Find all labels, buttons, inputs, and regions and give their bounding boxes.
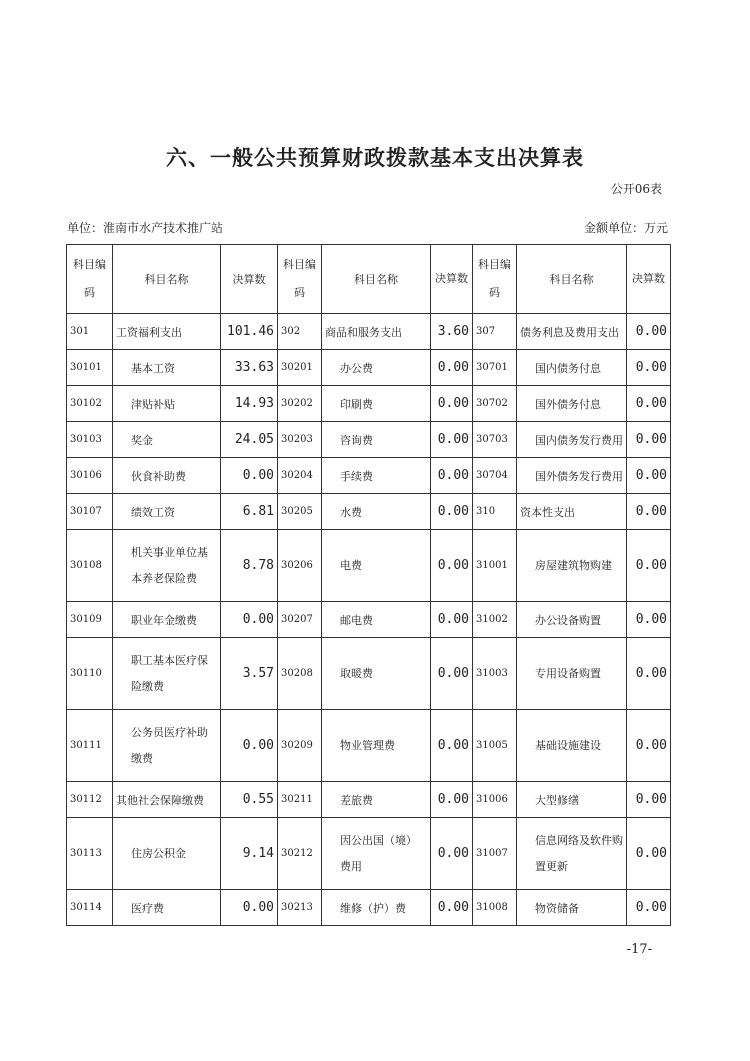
- item-name: 住房公积金: [113, 818, 221, 890]
- header-amount: 决算数: [221, 245, 278, 314]
- item-amount: 0.00: [627, 782, 671, 818]
- item-code: 30211: [278, 782, 322, 818]
- table-row: [67, 782, 671, 818]
- item-name: 邮电费: [322, 602, 431, 638]
- item-name: 印刷费: [322, 386, 431, 422]
- item-amount: 0.00: [221, 890, 278, 926]
- table-number: 公开06表: [610, 182, 662, 196]
- item-amount: 0.00: [627, 890, 671, 926]
- item-name: 奖金: [113, 422, 221, 458]
- table-row: [67, 458, 671, 494]
- item-code: 30109: [67, 602, 113, 638]
- item-name: 房屋建筑物购建: [517, 530, 627, 602]
- item-amount: 0.00: [627, 422, 671, 458]
- budget-table: [66, 244, 671, 926]
- item-amount: 0.55: [221, 782, 278, 818]
- item-name: 公务员医疗补助缴费: [113, 710, 221, 782]
- table-row: [67, 638, 671, 710]
- table-row: [67, 386, 671, 422]
- header-name: 科目名称: [517, 245, 627, 314]
- item-code: 31003: [473, 638, 517, 710]
- item-amount: 0.00: [431, 818, 473, 890]
- item-amount: 0.00: [627, 602, 671, 638]
- header-code: 科目编码: [67, 245, 113, 314]
- item-amount: 14.93: [221, 386, 278, 422]
- item-code: 31002: [473, 602, 517, 638]
- page-title: 六、一般公共预算财政拨款基本支出决算表: [166, 146, 584, 170]
- item-code: 30201: [278, 350, 322, 386]
- amount-unit: 金额单位：万元: [583, 221, 668, 235]
- item-code: 30207: [278, 602, 322, 638]
- item-code: 307: [473, 314, 517, 350]
- item-code: 30704: [473, 458, 517, 494]
- item-amount: 0.00: [627, 314, 671, 350]
- item-code: 301: [67, 314, 113, 350]
- header-name: 科目名称: [322, 245, 431, 314]
- item-name: 电费: [322, 530, 431, 602]
- item-code: 30106: [67, 458, 113, 494]
- table-row: [67, 350, 671, 386]
- item-code: 30701: [473, 350, 517, 386]
- item-code: 31007: [473, 818, 517, 890]
- item-code: 30703: [473, 422, 517, 458]
- header-code: 科目编码: [473, 245, 517, 314]
- item-amount: 0.00: [627, 494, 671, 530]
- item-amount: 0.00: [221, 458, 278, 494]
- table-row: [67, 530, 671, 602]
- item-code: 30108: [67, 530, 113, 602]
- item-name: 咨询费: [322, 422, 431, 458]
- item-code: 31008: [473, 890, 517, 926]
- item-amount: 0.00: [431, 422, 473, 458]
- item-code: 30103: [67, 422, 113, 458]
- item-name: 绩效工资: [113, 494, 221, 530]
- item-name: 机关事业单位基本养老保险费: [113, 530, 221, 602]
- table-row: [67, 602, 671, 638]
- item-name: 手续费: [322, 458, 431, 494]
- header-name: 科目名称: [113, 245, 221, 314]
- item-amount: 0.00: [431, 602, 473, 638]
- item-name: 办公费: [322, 350, 431, 386]
- item-name: 工资福利支出: [113, 314, 221, 350]
- table-row: [67, 314, 671, 350]
- item-name: 基本工资: [113, 350, 221, 386]
- item-name: 医疗费: [113, 890, 221, 926]
- item-code: 30209: [278, 710, 322, 782]
- item-code: 30112: [67, 782, 113, 818]
- item-amount: 0.00: [431, 458, 473, 494]
- item-code: 30204: [278, 458, 322, 494]
- table-header-row: [67, 245, 671, 314]
- item-amount: 9.14: [221, 818, 278, 890]
- item-name: 津贴补贴: [113, 386, 221, 422]
- item-code: 30212: [278, 818, 322, 890]
- item-amount: 24.05: [221, 422, 278, 458]
- item-amount: 0.00: [221, 602, 278, 638]
- item-amount: 0.00: [627, 458, 671, 494]
- item-amount: 3.57: [221, 638, 278, 710]
- item-amount: 0.00: [431, 350, 473, 386]
- item-code: 30202: [278, 386, 322, 422]
- item-name: 国内债务付息: [517, 350, 627, 386]
- table-row: [67, 422, 671, 458]
- item-code: 30114: [67, 890, 113, 926]
- item-amount: 0.00: [627, 350, 671, 386]
- item-code: 30702: [473, 386, 517, 422]
- item-name: 职工基本医疗保险缴费: [113, 638, 221, 710]
- item-name: 专用设备购置: [517, 638, 627, 710]
- item-amount: 0.00: [431, 782, 473, 818]
- item-amount: 0.00: [431, 638, 473, 710]
- item-amount: 3.60: [431, 314, 473, 350]
- header-amount: 决算数: [627, 245, 671, 314]
- item-amount: 0.00: [431, 890, 473, 926]
- item-code: 30213: [278, 890, 322, 926]
- item-code: 31001: [473, 530, 517, 602]
- item-amount: 0.00: [627, 818, 671, 890]
- item-name: 物资储备: [517, 890, 627, 926]
- item-amount: 0.00: [627, 386, 671, 422]
- item-code: 30206: [278, 530, 322, 602]
- table-row: [67, 494, 671, 530]
- table-row: [67, 890, 671, 926]
- item-name: 基础设施建设: [517, 710, 627, 782]
- item-name: 其他社会保障缴费: [113, 782, 221, 818]
- item-code: 30110: [67, 638, 113, 710]
- item-name: 差旅费: [322, 782, 431, 818]
- item-amount: 8.78: [221, 530, 278, 602]
- item-amount: 0.00: [431, 710, 473, 782]
- item-name: 国内债务发行费用: [517, 422, 627, 458]
- item-name: 资本性支出: [517, 494, 627, 530]
- item-amount: 0.00: [431, 494, 473, 530]
- item-name: 物业管理费: [322, 710, 431, 782]
- item-code: 30101: [67, 350, 113, 386]
- item-amount: 6.81: [221, 494, 278, 530]
- header-code: 科目编码: [278, 245, 322, 314]
- item-amount: 0.00: [431, 386, 473, 422]
- header-amount: 决算数: [431, 245, 473, 314]
- table-row: [67, 710, 671, 782]
- item-name: 商品和服务支出: [322, 314, 431, 350]
- item-code: 31005: [473, 710, 517, 782]
- item-code: 30113: [67, 818, 113, 890]
- item-code: 30111: [67, 710, 113, 782]
- item-amount: 0.00: [627, 638, 671, 710]
- item-name: 职业年金缴费: [113, 602, 221, 638]
- item-amount: 101.46: [221, 314, 278, 350]
- item-code: 30203: [278, 422, 322, 458]
- item-name: 伙食补助费: [113, 458, 221, 494]
- item-code: 30205: [278, 494, 322, 530]
- page-number: -17-: [626, 942, 652, 957]
- item-code: 31006: [473, 782, 517, 818]
- item-code: 310: [473, 494, 517, 530]
- item-name: 办公设备购置: [517, 602, 627, 638]
- item-code: 30107: [67, 494, 113, 530]
- item-code: 30102: [67, 386, 113, 422]
- item-name: 因公出国（境）费用: [322, 818, 431, 890]
- table-row: [67, 818, 671, 890]
- item-name: 大型修缮: [517, 782, 627, 818]
- item-name: 国外债务发行费用: [517, 458, 627, 494]
- item-name: 债务利息及费用支出: [517, 314, 627, 350]
- item-name: 取暖费: [322, 638, 431, 710]
- item-code: 30208: [278, 638, 322, 710]
- unit-label: 单位：淮南市水产技术推广站: [67, 221, 224, 235]
- item-name: 信息网络及软件购置更新: [517, 818, 627, 890]
- item-amount: 0.00: [431, 530, 473, 602]
- item-name: 维修（护）费: [322, 890, 431, 926]
- item-code: 302: [278, 314, 322, 350]
- item-amount: 0.00: [627, 710, 671, 782]
- item-amount: 0.00: [221, 710, 278, 782]
- item-name: 水费: [322, 494, 431, 530]
- item-amount: 0.00: [627, 530, 671, 602]
- item-name: 国外债务付息: [517, 386, 627, 422]
- item-amount: 33.63: [221, 350, 278, 386]
